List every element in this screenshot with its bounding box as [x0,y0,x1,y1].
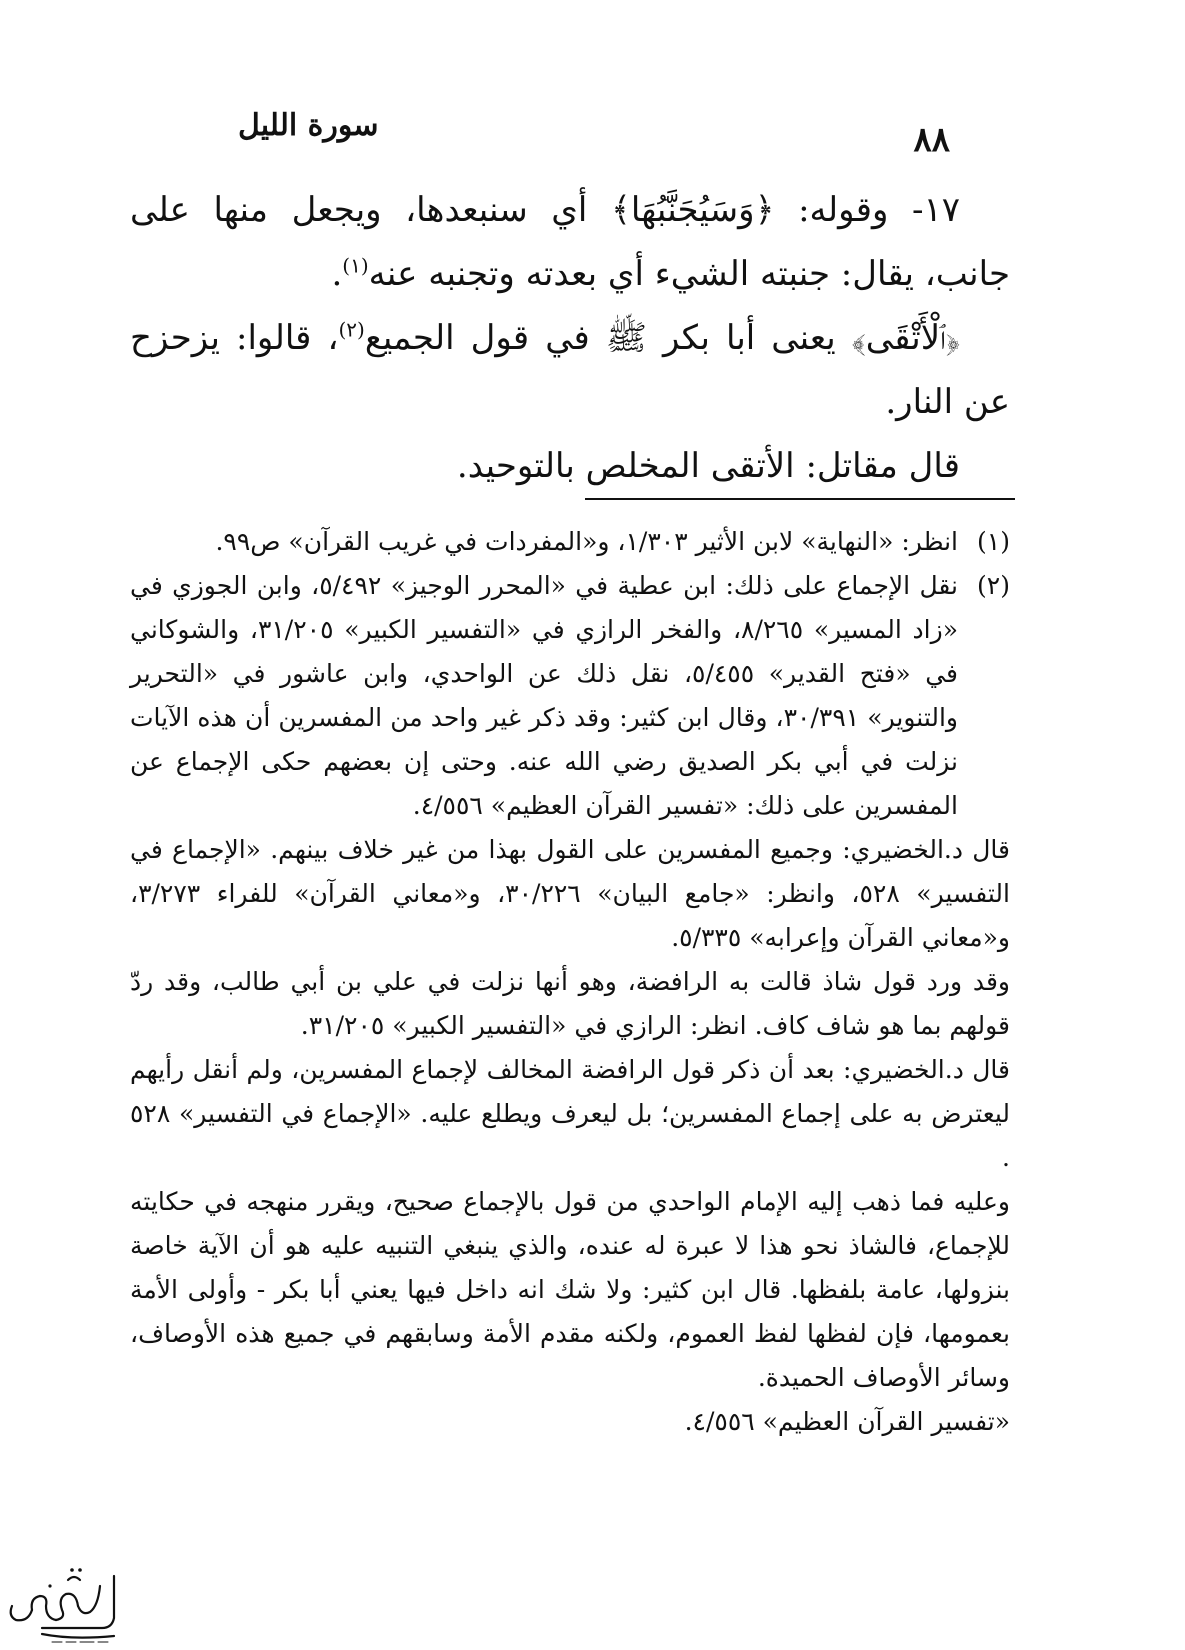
footnote-2-rafida: وقد ورد قول شاذ قالت به الرافضة، وهو أنها نزلت في علي بن أبي طالب، وقد ردّ قولهم بما هو شاف كاف. انظر: الرازي في «التفسير الكبير» ٣١/٢٠٥. [130,967,1010,1040]
main-text [130,178,1010,498]
page-header [190,108,950,158]
footnote-text: نقل الإجماع على ذلك: ابن عطية في «المحرر الوجيز» ٥/٤٩٢، وابن الجوزي في «زاد المسير» ٨/٢٦٥، والفخر الرازي في «التفسير الكبير» ٣١/٢٠٥، والشوكاني في «فتح القدير» ٥/٤٥٥، نقل ذلك عن الواحدي، وابن عاشور في «التحرير والتنوير» ٣٠/٣٩١، وقال ابن كثير: وقد ذكر غير واحد من المفسرين أن هذه الآيات نزلت في أبي بكر الصديق رضي الله عنه. وحتى إن بعضهم حكى الإجماع عن المفسرين على ذلك: «تفسير القرآن العظيم» ٤/٥٥٦. [130,571,958,820]
footnote-2-khudairi: قال د.الخضيري: وجميع المفسرين على القول بهذا من غير خلاف بينهم. «الإجماع في التفسير» ٥٢٨، وانظر: «جامع البيان» ٣٠/٢٢٦، و«معاني القرآن» للفراء ٣/٢٧٣، و«معاني القرآن وإعرابه» ٥/٣٣٥. [130,835,1010,952]
surah-title: سورة الليل [238,108,379,143]
footnote-ref-2: (٢) [338,317,365,342]
paragraph-text-end: ، قالوا: يزحزح عن النار. [130,318,1010,422]
paragraph-text: ﴿ٱلْأَتْقَى﴾ يعنى أبا بكر ﷺ في قول الجميع [364,318,960,358]
footnote-2-source: «تفسير القرآن العظيم» ٤/٥٥٦. [684,1407,1010,1436]
paragraph-muqatil: قال مقاتل: الأتقى المخلص بالتوحيد. [456,446,960,486]
paragraph-text-end: . [331,254,343,294]
paragraph-al-atqa [130,306,1010,434]
page-number: ٨٨ [913,120,950,160]
paragraph-verse-17 [130,178,1010,306]
footnote-1 [130,520,1010,564]
footnote-2 [130,564,1010,828]
footnote-2-conclusion: وعليه فما ذهب إليه الإمام الواحدي من قول بالإجماع صحيح، ويقرر منهجه في حكايته للإجماع، فالشاذ نحو هذا لا عبرة له عنده، والذي ينبغي التنبيه عليه هو أن الآية خاصة بنزولها، عامة بلفظها. قال ابن كثير: ولا شك انه داخل فيها يعني أبا بكر - وأولى الأمة بعمومها، فإن لفظها لفظ العموم، ولكنه مقدم الأمة وسابقهم في جميع هذه الأوصاف، وسائر الأوصاف الحميدة. [130,1187,1010,1392]
footnote-2-khudairi-note: قال د.الخضيري: بعد أن ذكر قول الرافضة المخالف لإجماع المفسرين، ولم أنقل رأيهم ليعترض به على إجماع المفسرين؛ بل ليعرف ويطلع عليه. «الإجماع في التفسير» ٥٢٨ . [130,1055,1010,1172]
paragraph-text: ١٧- وقوله: ﴿وَسَيُجَنَّبُهَا﴾ أي سنبعدها، ويجعل منها على جانب، يقال: جنبته الشيء أي بعدته وتجنبه عنه [130,190,1010,294]
footnote-separator [585,498,1015,500]
footnotes [130,520,1010,1444]
footnote-text: انظر: «النهاية» لابن الأثير ١/٣٠٣، و«المفردات في غريب القرآن» ص٩٩. [215,527,958,556]
calligraphy-watermark [2,1556,132,1646]
footnote-number: (١) [977,527,1010,556]
footnote-number: (٢) [977,571,1010,600]
footnote-ref-1: (١) [342,253,369,278]
